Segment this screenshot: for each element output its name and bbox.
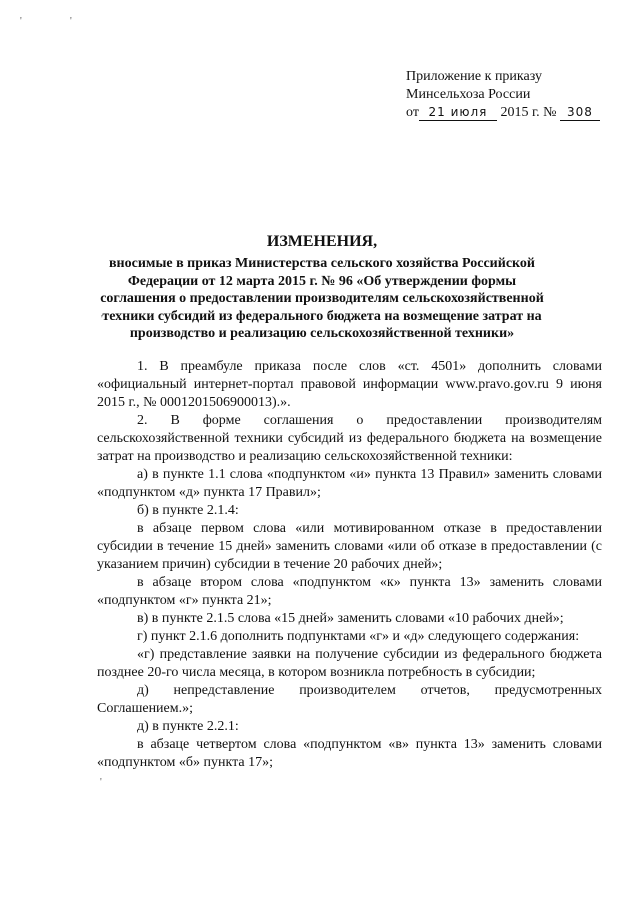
paragraph: а) в пункте 1.1 слова «подпунктом «и» пункта 13 Правил» заменить словами «подпунктом «д» пункта 17 Правил»; xyxy=(97,467,602,500)
appendix-header xyxy=(406,68,600,122)
paragraph: в абзаце втором слова «подпунктом «к» пункта 13» заменить словами «подпунктом «г» пункта 21»; xyxy=(97,575,602,608)
scan-speck: ' xyxy=(20,16,22,27)
paragraph: «г) представление заявки на получение субсидии из федерального бюджета позднее 20-го числа месяца, в котором возникла потребность в субсидии; xyxy=(97,647,602,680)
paragraph: д) в пункте 2.2.1: xyxy=(137,719,239,734)
appendix-from: от xyxy=(406,105,419,120)
paragraph: г) пункт 2.1.6 дополнить подпунктами «г» и «д» следующего содержания: xyxy=(137,629,580,644)
paragraph: 1. В преамбуле приказа после слов «ст. 4501» дополнить словами «официальный интернет-портал правовой информации www.pravo.gov.ru 9 июня 2015 г., № 0001201506900013).». xyxy=(97,359,602,410)
handwritten-number: 308 xyxy=(560,104,600,121)
paragraph: д) непредставление производителем отчетов, предусмотренных Соглашением.»; xyxy=(97,683,602,716)
document-body xyxy=(97,358,602,772)
scan-speck: ' xyxy=(70,16,72,27)
document-title xyxy=(92,232,552,343)
paragraph: в абзаце четвертом слова «подпунктом «в» пункта 13» заменить словами «подпунктом «б» пункта 17»; xyxy=(97,737,602,770)
appendix-line-3 xyxy=(406,104,600,122)
paragraph: в) в пункте 2.1.5 слова «15 дней» заменить словами «10 рабочих дней»; xyxy=(137,611,564,626)
handwritten-date: 21 июля xyxy=(419,104,497,121)
title-subtitle: вносимые в приказ Министерства сельского хозяйства Российской Федерации от 12 марта 2015 г. № 96 «Об утверждении формы соглашения о предоставлении производителям сельскохозяйственной техники субсидий из федерального бюджета на возмещение затрат на производство и реализацию сельскохозяйственной техники» xyxy=(100,256,544,341)
paragraph: б) в пункте 2.1.4: xyxy=(137,503,239,518)
appendix-line-1: Приложение к приказу xyxy=(406,69,542,84)
appendix-line-2: Минсельхоза России xyxy=(406,87,531,102)
appendix-year: 2015 г. № xyxy=(500,105,557,120)
paragraph: 2. В форме соглашения о предоставлении производителям сельскохозяйственной техники субсидий из федерального бюджета на возмещение затрат на производство и реализацию сельскохозяйственной техники: xyxy=(97,413,602,464)
scan-speck: ' xyxy=(100,777,102,788)
scan-speck: ' xyxy=(101,314,103,325)
title-heading: ИЗМЕНЕНИЯ, xyxy=(266,233,378,250)
paragraph: в абзаце первом слова «или мотивированном отказе в предоставлении субсидии в течение 15 дней» заменить словами «или об отказе в предоставлении (с указанием причин) субсидии в течение 20 рабочих дней»; xyxy=(97,521,602,572)
